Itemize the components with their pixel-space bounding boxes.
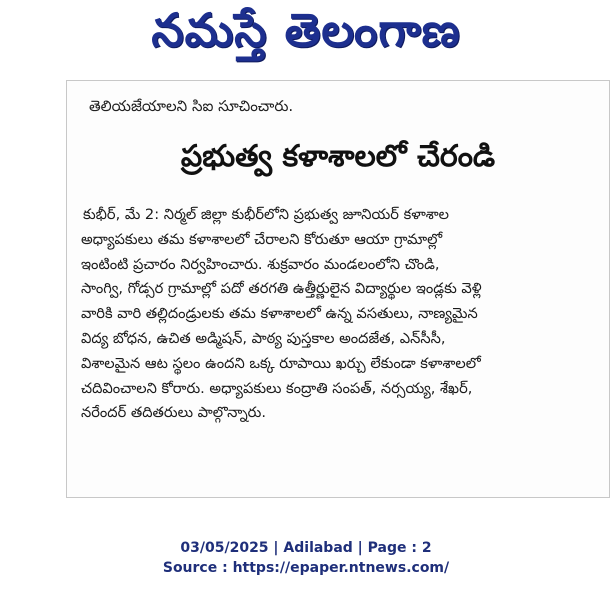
body-line: విశాలమైన ఆట స్థలం ఉందని ఒక్క రూపాయి ఖర్చు లేకుండా కళాశాలలో <box>81 354 481 372</box>
source-footer <box>0 538 612 578</box>
edition-info: 03/05/2025 | Adilabad | Page : 2 <box>180 540 432 556</box>
masthead <box>0 0 612 72</box>
body-line: వారికి వారి తల్లిదండ్రులకు తమ కళాశాలలో ఉన్న వసతులు, నాణ్యమైన <box>81 305 478 323</box>
body-line: ఇంటింటి ప్రచారం నిర్వహించారు. శుక్రవారం మండలంలోని చొండి, <box>81 255 440 273</box>
body-line: విద్య బోధన, ఉచిత అడ్మిషన్, పాఠ్య పుస్తకాల అందజేత, ఎన్‌సీసీ, <box>81 329 446 347</box>
body-line: కుభీర్, మే 2: నిర్మల్ జిల్లా కుభీర్‌లోని ప్రభుత్వ జూనియర్ కళాశాల <box>83 206 449 223</box>
body-line: సాంగ్వి, గోడ్సర గ్రామాల్లో పదో తరగతి ఉత్తీర్ణులైన విద్యార్థుల ఇండ్లకు వెళ్లి <box>81 280 482 298</box>
news-clipping <box>66 80 610 498</box>
body-line: చదివించాలని కోరారు. అధ్యాపకులు కంద్రాతి సంపత్, నర్సయ్య, శేఖర్, <box>81 379 473 397</box>
previous-article-tail: తెలియజేయాలని సిఐ సూచించారు. <box>89 97 294 115</box>
body-line: నరేందర్ తదితరులు పాల్గొన్నారు. <box>81 404 266 422</box>
body-line: అధ్యాపకులు తమ కళాశాలలో చేరాలని కోరుతూ ఆయా గ్రామాల్లో <box>81 230 443 248</box>
masthead-logo: నమస్తే తెలంగాణ <box>151 3 461 57</box>
article-body <box>81 203 595 426</box>
article-headline: ప్రభుత్వ కళాశాలలో చేరండి <box>180 139 496 174</box>
source-link[interactable]: Source : https://epaper.ntnews.com/ <box>162 560 450 576</box>
